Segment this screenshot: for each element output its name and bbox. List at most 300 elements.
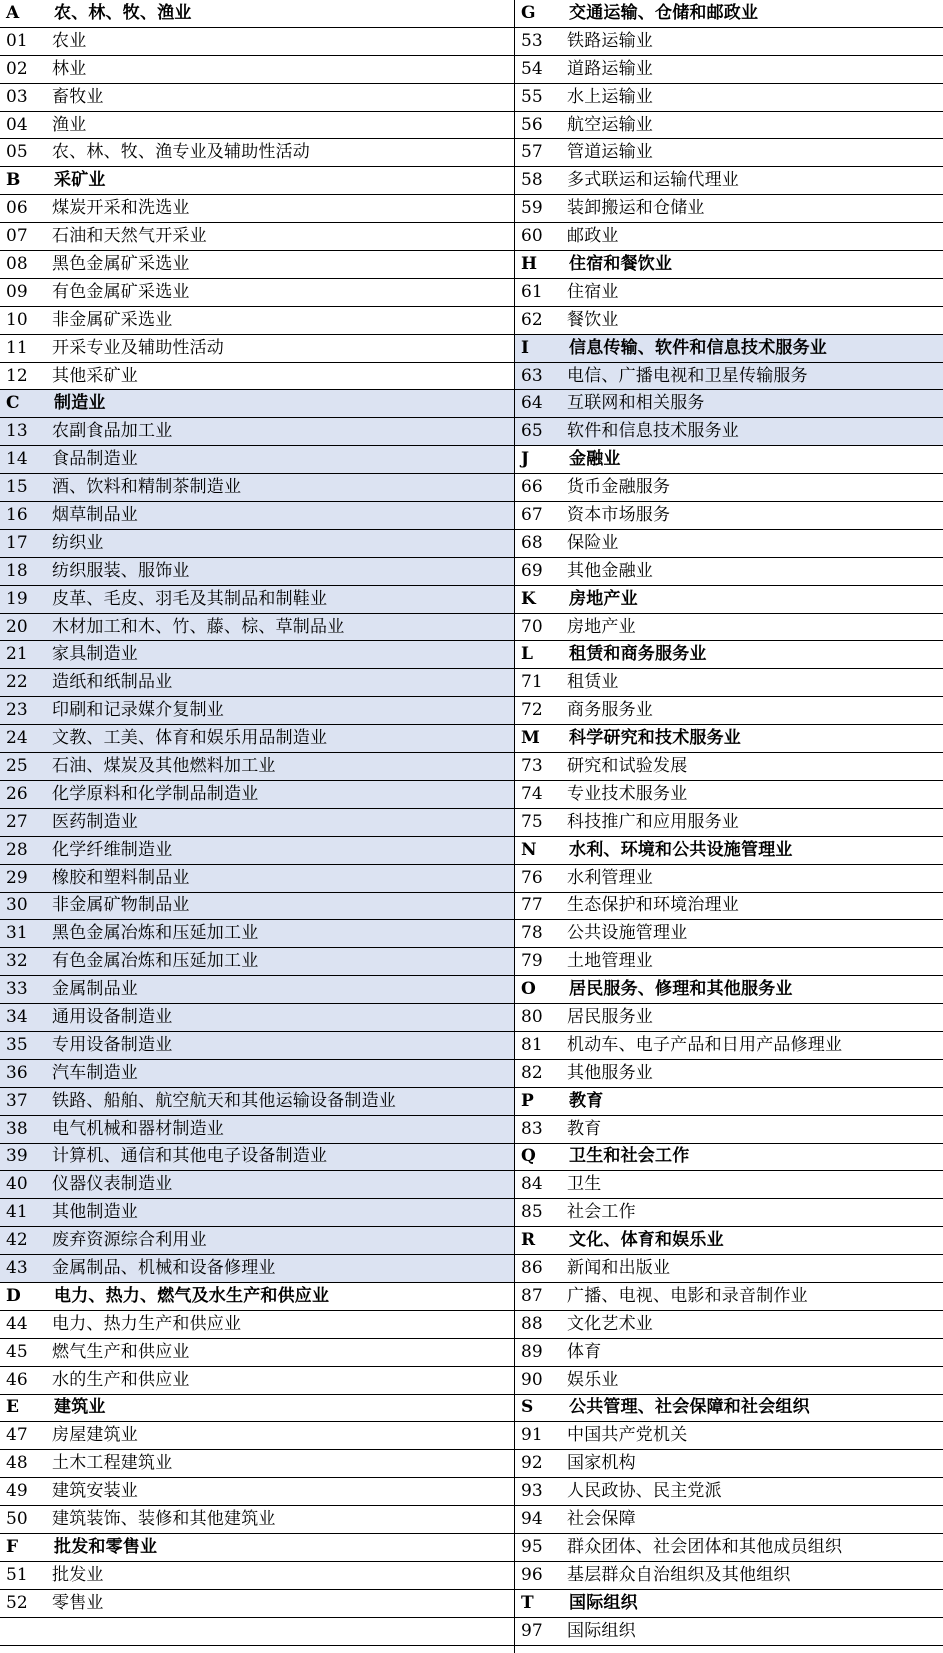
industry-code: 97 — [521, 1620, 543, 1641]
industry-code: 44 — [6, 1313, 28, 1334]
industry-name: 保险业 — [567, 532, 619, 553]
section-row — [515, 976, 943, 1004]
section-name: 制造业 — [54, 393, 106, 414]
industry-name: 仪器仪表制造业 — [52, 1174, 173, 1195]
table-row — [0, 1506, 514, 1534]
industry-code: 55 — [521, 86, 543, 107]
industry-name: 非金属矿物制品业 — [52, 895, 190, 916]
industry-code: 38 — [6, 1118, 28, 1139]
table-row — [515, 558, 943, 586]
section-row — [515, 1590, 943, 1618]
industry-name: 酒、饮料和精制茶制造业 — [52, 477, 242, 498]
industry-name: 黑色金属矿采选业 — [52, 253, 190, 274]
industry-name: 商务服务业 — [567, 700, 653, 721]
section-code: T — [521, 1592, 534, 1613]
table-row — [515, 669, 943, 697]
table-row — [515, 1478, 943, 1506]
industry-name: 新闻和出版业 — [567, 1258, 671, 1279]
table-row — [0, 502, 514, 530]
table-row — [0, 893, 514, 921]
industry-name: 科技推广和应用服务业 — [567, 811, 739, 832]
industry-name: 教育 — [567, 1118, 602, 1139]
industry-code: 43 — [6, 1258, 28, 1279]
industry-code: 40 — [6, 1174, 28, 1195]
industry-name: 生态保护和环境治理业 — [567, 895, 739, 916]
table-row — [515, 223, 943, 251]
industry-code: 52 — [6, 1592, 28, 1613]
industry-code: 41 — [6, 1202, 28, 1223]
industry-code: 78 — [521, 923, 543, 944]
industry-name: 燃气生产和供应业 — [52, 1341, 190, 1362]
section-name: 国际组织 — [569, 1592, 638, 1613]
industry-code: 24 — [6, 728, 28, 749]
table-row — [0, 1562, 514, 1590]
industry-name: 化学原料和化学制品制造业 — [52, 783, 259, 804]
industry-code: 49 — [6, 1481, 28, 1502]
industry-code: 27 — [6, 811, 28, 832]
industry-code: 85 — [521, 1202, 543, 1223]
industry-code: 25 — [6, 755, 28, 776]
section-code: A — [6, 2, 20, 23]
industry-code: 32 — [6, 951, 28, 972]
industry-name: 渔业 — [52, 114, 87, 135]
industry-name: 文教、工美、体育和娱乐用品制造业 — [52, 728, 328, 749]
table-row — [0, 84, 514, 112]
section-name: 卫生和社会工作 — [569, 1146, 690, 1167]
section-row — [515, 1088, 943, 1116]
industry-code: 76 — [521, 867, 543, 888]
industry-name: 农副食品加工业 — [52, 421, 173, 442]
table-row — [0, 446, 514, 474]
industry-code: 21 — [6, 644, 28, 665]
industry-code: 34 — [6, 1007, 28, 1027]
section-code: F — [6, 1536, 19, 1557]
industry-code: 02 — [6, 58, 28, 79]
table-row — [515, 920, 943, 948]
industry-name: 货币金融服务 — [567, 477, 671, 498]
industry-code: 13 — [6, 421, 28, 442]
section-code: K — [521, 588, 536, 609]
industry-code: 48 — [6, 1453, 28, 1474]
industry-name: 农、林、牧、渔专业及辅助性活动 — [52, 142, 310, 163]
table-row — [0, 251, 514, 279]
table-row — [515, 167, 943, 195]
industry-name: 纺织业 — [52, 532, 104, 553]
section-row — [515, 446, 943, 474]
industry-code: 19 — [6, 588, 28, 609]
industry-code: 35 — [6, 1034, 28, 1055]
section-row — [0, 1395, 514, 1423]
industry-code: 65 — [521, 421, 543, 442]
industry-code: 59 — [521, 198, 543, 219]
section-name: 公共管理、社会保障和社会组织 — [569, 1397, 810, 1418]
section-code: J — [521, 449, 530, 470]
table-row — [515, 1283, 943, 1311]
section-row — [515, 251, 943, 279]
industry-code: 77 — [521, 895, 543, 916]
industry-name: 社会工作 — [567, 1202, 636, 1223]
industry-code: 15 — [6, 477, 28, 498]
table-row — [0, 1199, 514, 1227]
industry-code: 08 — [6, 253, 28, 274]
industry-code: 01 — [6, 30, 28, 51]
table-row — [0, 1590, 514, 1618]
industry-name: 农业 — [52, 30, 87, 51]
section-name: 租赁和商务服务业 — [569, 644, 707, 665]
table-row — [515, 1032, 943, 1060]
table-row — [0, 1088, 514, 1116]
table-row — [0, 1367, 514, 1395]
table-row — [0, 112, 514, 140]
industry-name: 食品制造业 — [52, 449, 138, 470]
section-row — [0, 167, 514, 195]
section-code: O — [521, 979, 536, 1000]
industry-name: 电力、热力生产和供应业 — [52, 1313, 242, 1334]
table-row — [0, 837, 514, 865]
table-row — [515, 390, 943, 418]
table-row — [0, 1227, 514, 1255]
table-row — [0, 1032, 514, 1060]
table-row — [0, 948, 514, 976]
industry-name: 石油和天然气开采业 — [52, 226, 207, 247]
industry-name: 机动车、电子产品和日用产品修理业 — [567, 1034, 843, 1055]
industry-code: 91 — [521, 1425, 543, 1446]
table-row — [0, 1171, 514, 1199]
industry-code: 33 — [6, 979, 28, 1000]
section-code: N — [521, 839, 537, 860]
industry-code: 69 — [521, 560, 543, 581]
section-name: 信息传输、软件和信息技术服务业 — [569, 337, 827, 358]
industry-code: 62 — [521, 309, 543, 330]
industry-name: 橡胶和塑料制品业 — [52, 867, 190, 888]
industry-code: 47 — [6, 1425, 28, 1446]
section-code: L — [521, 644, 533, 665]
section-row — [515, 1144, 943, 1172]
industry-code: 88 — [521, 1313, 543, 1334]
table-row — [515, 1255, 943, 1283]
table-row — [515, 1450, 943, 1478]
section-row — [515, 335, 943, 363]
table-row — [0, 614, 514, 642]
industry-name: 人民政协、民主党派 — [567, 1481, 722, 1502]
industry-code: 50 — [6, 1509, 28, 1530]
table-row — [515, 1060, 943, 1088]
table-row — [0, 307, 514, 335]
industry-name: 房地产业 — [567, 616, 636, 637]
industry-name: 铁路、船舶、航空航天和其他运输设备制造业 — [52, 1090, 396, 1111]
industry-code: 84 — [521, 1174, 543, 1195]
industry-code: 75 — [521, 811, 543, 832]
industry-name: 纺织服装、服饰业 — [52, 560, 190, 581]
industry-name: 畜牧业 — [52, 86, 104, 107]
industry-name: 广播、电视、电影和录音制作业 — [567, 1285, 808, 1306]
industry-code: 71 — [521, 672, 543, 693]
industry-code: 70 — [521, 616, 543, 637]
table-row — [515, 1534, 943, 1562]
table-row — [0, 335, 514, 363]
industry-code: 53 — [521, 30, 543, 51]
table-row — [515, 1422, 943, 1450]
industry-code: 83 — [521, 1118, 543, 1139]
table-row — [515, 1004, 943, 1032]
table-row — [515, 195, 943, 223]
industry-name: 林业 — [52, 58, 87, 79]
table-row — [0, 418, 514, 446]
section-code: I — [521, 337, 529, 358]
section-name: 采矿业 — [54, 170, 106, 191]
table-row — [515, 56, 943, 84]
industry-name: 研究和试验发展 — [567, 755, 688, 776]
table-row — [515, 809, 943, 837]
industry-name: 基层群众自治组织及其他组织 — [567, 1564, 791, 1585]
industry-name: 黑色金属冶炼和压延加工业 — [52, 923, 259, 944]
industry-code: 42 — [6, 1230, 28, 1251]
industry-name: 非金属矿采选业 — [52, 309, 173, 330]
industry-name: 皮革、毛皮、羽毛及其制品和制鞋业 — [52, 588, 328, 609]
table-row — [0, 1311, 514, 1339]
table-row — [515, 753, 943, 781]
industry-code: 56 — [521, 114, 543, 135]
industry-code: 51 — [6, 1564, 28, 1585]
industry-code: 95 — [521, 1536, 543, 1557]
industry-code: 58 — [521, 170, 543, 191]
industry-code: 20 — [6, 616, 28, 637]
industry-name: 餐饮业 — [567, 309, 619, 330]
industry-code: 26 — [6, 783, 28, 804]
industry-code: 18 — [6, 560, 28, 581]
industry-code: 73 — [521, 755, 543, 776]
industry-code: 79 — [521, 951, 543, 972]
industry-name: 家具制造业 — [52, 644, 138, 665]
table-row — [515, 139, 943, 167]
table-row — [515, 697, 943, 725]
section-name: 批发和零售业 — [54, 1536, 158, 1557]
industry-name: 资本市场服务 — [567, 504, 671, 525]
industry-code: 67 — [521, 504, 543, 525]
industry-code: 81 — [521, 1034, 543, 1055]
section-name: 水利、环境和公共设施管理业 — [569, 839, 793, 860]
table-row — [0, 781, 514, 809]
table-row — [515, 1339, 943, 1367]
industry-name: 有色金属矿采选业 — [52, 281, 190, 302]
industry-name: 造纸和纸制品业 — [52, 672, 173, 693]
section-code: B — [6, 170, 21, 191]
section-name: 居民服务、修理和其他服务业 — [569, 979, 793, 1000]
industry-name: 国际组织 — [567, 1620, 636, 1641]
industry-name: 建筑装饰、装修和其他建筑业 — [52, 1509, 276, 1530]
industry-name: 计算机、通信和其他电子设备制造业 — [52, 1146, 328, 1167]
industry-name: 软件和信息技术服务业 — [567, 421, 739, 442]
industry-name: 其他制造业 — [52, 1202, 138, 1223]
table-row — [515, 614, 943, 642]
table-row — [0, 558, 514, 586]
industry-code: 46 — [6, 1369, 28, 1390]
industry-name: 通用设备制造业 — [52, 1007, 173, 1027]
table-row — [0, 697, 514, 725]
industry-code: 17 — [6, 532, 28, 553]
industry-name: 建筑安装业 — [52, 1481, 138, 1502]
industry-name: 卫生 — [567, 1174, 602, 1195]
industry-name: 印刷和记录媒介复制业 — [52, 700, 224, 721]
industry-name: 住宿业 — [567, 281, 619, 302]
table-row — [515, 948, 943, 976]
industry-code: 80 — [521, 1007, 543, 1027]
table-row — [0, 1478, 514, 1506]
table-row — [0, 28, 514, 56]
table-row — [0, 363, 514, 391]
industry-code: 64 — [521, 393, 543, 414]
industry-code: 74 — [521, 783, 543, 804]
table-row — [0, 223, 514, 251]
table-row — [515, 1199, 943, 1227]
section-code: D — [6, 1285, 21, 1306]
industry-name: 专业技术服务业 — [567, 783, 688, 804]
industry-name: 汽车制造业 — [52, 1062, 138, 1083]
industry-code: 30 — [6, 895, 28, 916]
industry-name: 水上运输业 — [567, 86, 653, 107]
section-name: 住宿和餐饮业 — [569, 253, 673, 274]
industry-name: 娱乐业 — [567, 1369, 619, 1390]
industry-name: 装卸搬运和仓储业 — [567, 198, 705, 219]
industry-code: 12 — [6, 365, 28, 386]
industry-code: 14 — [6, 449, 28, 470]
table-row — [0, 1060, 514, 1088]
section-name: 农、林、牧、渔业 — [54, 2, 192, 23]
industry-name: 煤炭开采和洗选业 — [52, 198, 190, 219]
section-code: C — [6, 393, 20, 414]
table-row — [0, 1422, 514, 1450]
industry-name: 金属制品业 — [52, 979, 138, 1000]
table-row — [0, 865, 514, 893]
industry-code: 82 — [521, 1062, 543, 1083]
section-row — [515, 0, 943, 28]
section-row — [515, 586, 943, 614]
section-code: S — [521, 1397, 534, 1418]
table-row — [515, 84, 943, 112]
table-row — [0, 530, 514, 558]
table-row — [0, 920, 514, 948]
section-name: 科学研究和技术服务业 — [569, 728, 741, 749]
industry-name: 群众团体、社会团体和其他成员组织 — [567, 1536, 843, 1557]
industry-code: 04 — [6, 114, 28, 135]
table-row — [515, 112, 943, 140]
section-name: 金融业 — [569, 449, 621, 470]
empty-row — [0, 1618, 514, 1646]
industry-code: 09 — [6, 281, 28, 302]
table-row — [515, 1618, 943, 1646]
industry-name: 有色金属冶炼和压延加工业 — [52, 951, 259, 972]
industry-code: 87 — [521, 1285, 543, 1306]
table-row — [0, 1144, 514, 1172]
table-row — [515, 1116, 943, 1144]
industry-name: 多式联运和运输代理业 — [567, 170, 739, 191]
table-row — [0, 669, 514, 697]
industry-name: 烟草制品业 — [52, 504, 138, 525]
industry-code: 05 — [6, 142, 28, 163]
industry-name: 其他金融业 — [567, 560, 653, 581]
table-row — [0, 1004, 514, 1032]
industry-code: 96 — [521, 1564, 543, 1585]
section-code: M — [521, 728, 540, 749]
section-row — [0, 0, 514, 28]
section-code: Q — [521, 1146, 536, 1167]
table-row — [0, 279, 514, 307]
industry-code: 22 — [6, 672, 28, 693]
table-row — [515, 474, 943, 502]
industry-name: 开采专业及辅助性活动 — [52, 337, 224, 358]
table-row — [515, 307, 943, 335]
industry-name: 国家机构 — [567, 1453, 636, 1474]
industry-code: 57 — [521, 142, 543, 163]
table-row — [515, 502, 943, 530]
table-row — [515, 1367, 943, 1395]
section-code: H — [521, 253, 538, 274]
industry-name: 土地管理业 — [567, 951, 653, 972]
table-row — [0, 139, 514, 167]
section-name: 电力、热力、燃气及水生产和供应业 — [54, 1285, 330, 1306]
section-code: E — [6, 1397, 19, 1418]
section-row — [515, 725, 943, 753]
section-row — [515, 641, 943, 669]
industry-code: 54 — [521, 58, 543, 79]
industry-code: 28 — [6, 839, 28, 860]
industry-name: 木材加工和木、竹、藤、棕、草制品业 — [52, 616, 345, 637]
industry-name: 铁路运输业 — [567, 30, 653, 51]
table-row — [515, 1506, 943, 1534]
industry-name: 文化艺术业 — [567, 1313, 653, 1334]
table-row — [0, 976, 514, 1004]
table-row — [515, 1562, 943, 1590]
industry-code: 66 — [521, 477, 543, 498]
industry-code: 03 — [6, 86, 28, 107]
industry-name: 零售业 — [52, 1592, 104, 1613]
industry-code: 31 — [6, 923, 28, 944]
section-row — [0, 1283, 514, 1311]
industry-name: 房屋建筑业 — [52, 1425, 138, 1446]
industry-name: 航空运输业 — [567, 114, 653, 135]
industry-code: 72 — [521, 700, 543, 721]
industry-code: 07 — [6, 226, 28, 247]
table-column-right — [515, 0, 943, 1653]
industry-code: 06 — [6, 198, 28, 219]
table-row — [0, 1339, 514, 1367]
section-code: P — [521, 1090, 534, 1111]
industry-code: 23 — [6, 700, 28, 721]
industry-code: 60 — [521, 226, 543, 247]
section-row — [515, 1227, 943, 1255]
table-row — [515, 865, 943, 893]
industry-code: 93 — [521, 1481, 543, 1502]
table-row — [0, 809, 514, 837]
industry-name: 电信、广播电视和卫星传输服务 — [567, 365, 808, 386]
industry-name: 水利管理业 — [567, 867, 653, 888]
industry-name: 医药制造业 — [52, 811, 138, 832]
industry-code: 39 — [6, 1146, 28, 1167]
table-row — [0, 1116, 514, 1144]
section-name: 交通运输、仓储和邮政业 — [569, 2, 759, 23]
table-row — [515, 1311, 943, 1339]
industry-name: 中国共产党机关 — [567, 1425, 688, 1446]
table-row — [0, 1450, 514, 1478]
industry-name: 社会保障 — [567, 1509, 636, 1530]
industry-code: 90 — [521, 1369, 543, 1390]
section-code: R — [521, 1230, 536, 1251]
table-row — [0, 641, 514, 669]
industry-code: 89 — [521, 1341, 543, 1362]
industry-code: 68 — [521, 532, 543, 553]
industry-code: 92 — [521, 1453, 543, 1474]
industry-name: 其他服务业 — [567, 1062, 653, 1083]
